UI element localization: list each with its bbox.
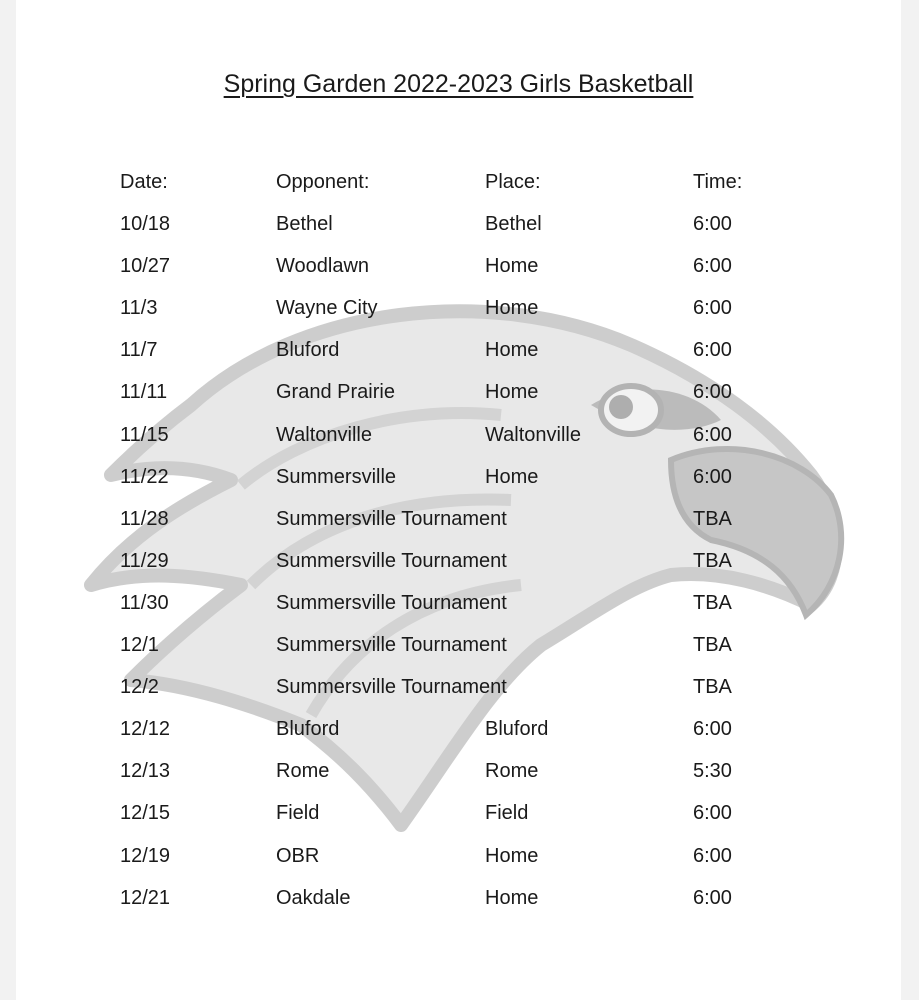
game-opponent: Summersville Tournament	[276, 634, 507, 656]
game-time: 6:00	[693, 424, 732, 446]
game-time: TBA	[693, 550, 732, 572]
game-time: 5:30	[693, 760, 732, 782]
game-date: 11/29	[120, 550, 169, 572]
game-date: 11/3	[120, 297, 158, 319]
game-date: 11/30	[120, 592, 169, 614]
game-opponent: Summersville Tournament	[276, 676, 507, 698]
game-place: Home	[485, 255, 539, 277]
game-time: TBA	[693, 676, 732, 698]
game-opponent: Bluford	[276, 718, 340, 740]
game-opponent: Summersville Tournament	[276, 592, 507, 614]
game-place: Bethel	[485, 213, 542, 235]
game-place: Home	[485, 887, 539, 909]
game-opponent: Waltonville	[276, 424, 372, 446]
game-place: Home	[485, 339, 539, 361]
game-time: 6:00	[693, 297, 732, 319]
game-time: 6:00	[693, 339, 732, 361]
game-time: 6:00	[693, 255, 732, 277]
game-date: 10/18	[120, 213, 171, 235]
game-date: 12/21	[120, 887, 171, 909]
game-time: TBA	[693, 634, 732, 656]
header-time: Time:	[693, 171, 743, 193]
game-place: Field	[485, 802, 529, 824]
game-date: 11/11	[120, 381, 168, 403]
game-date: 12/15	[120, 802, 171, 824]
game-opponent: Summersville Tournament	[276, 508, 507, 530]
game-date: 10/27	[120, 255, 171, 277]
game-time: 6:00	[693, 381, 732, 403]
game-date: 12/13	[120, 760, 171, 782]
game-place: Home	[485, 297, 539, 319]
game-opponent: Wayne City	[276, 297, 378, 319]
game-time: 6:00	[693, 466, 732, 488]
game-opponent: Bluford	[276, 339, 340, 361]
game-place: Home	[485, 466, 539, 488]
game-time: 6:00	[693, 802, 732, 824]
game-date: 12/2	[120, 676, 159, 698]
game-time: 6:00	[693, 213, 732, 235]
game-opponent: Summersville Tournament	[276, 550, 507, 572]
game-date: 12/1	[120, 634, 159, 656]
game-opponent: Grand Prairie	[276, 381, 395, 403]
game-opponent: Bethel	[276, 213, 333, 235]
game-date: 11/15	[120, 424, 169, 446]
game-opponent: Summersville	[276, 466, 397, 488]
page-title: Spring Garden 2022-2023 Girls Basketball	[223, 70, 694, 98]
game-opponent: Woodlawn	[276, 255, 370, 277]
game-place: Home	[485, 381, 539, 403]
header-opponent: Opponent:	[276, 171, 370, 193]
game-place: Waltonville	[485, 424, 581, 446]
game-date: 12/12	[120, 718, 171, 740]
schedule-page	[16, 0, 901, 1000]
game-place: Home	[485, 845, 539, 867]
game-place: Bluford	[485, 718, 549, 740]
game-time: 6:00	[693, 718, 732, 740]
header-date: Date:	[120, 171, 168, 193]
game-opponent: Rome	[276, 760, 330, 782]
game-date: 11/7	[120, 339, 158, 361]
game-date: 12/19	[120, 845, 171, 867]
game-date: 11/28	[120, 508, 169, 530]
game-time: TBA	[693, 508, 732, 530]
game-time: 6:00	[693, 887, 732, 909]
game-date: 11/22	[120, 466, 169, 488]
game-place: Rome	[485, 760, 539, 782]
game-opponent: OBR	[276, 845, 320, 867]
game-time: TBA	[693, 592, 732, 614]
game-time: 6:00	[693, 845, 732, 867]
game-opponent: Field	[276, 802, 320, 824]
header-place: Place:	[485, 171, 541, 193]
game-opponent: Oakdale	[276, 887, 351, 909]
